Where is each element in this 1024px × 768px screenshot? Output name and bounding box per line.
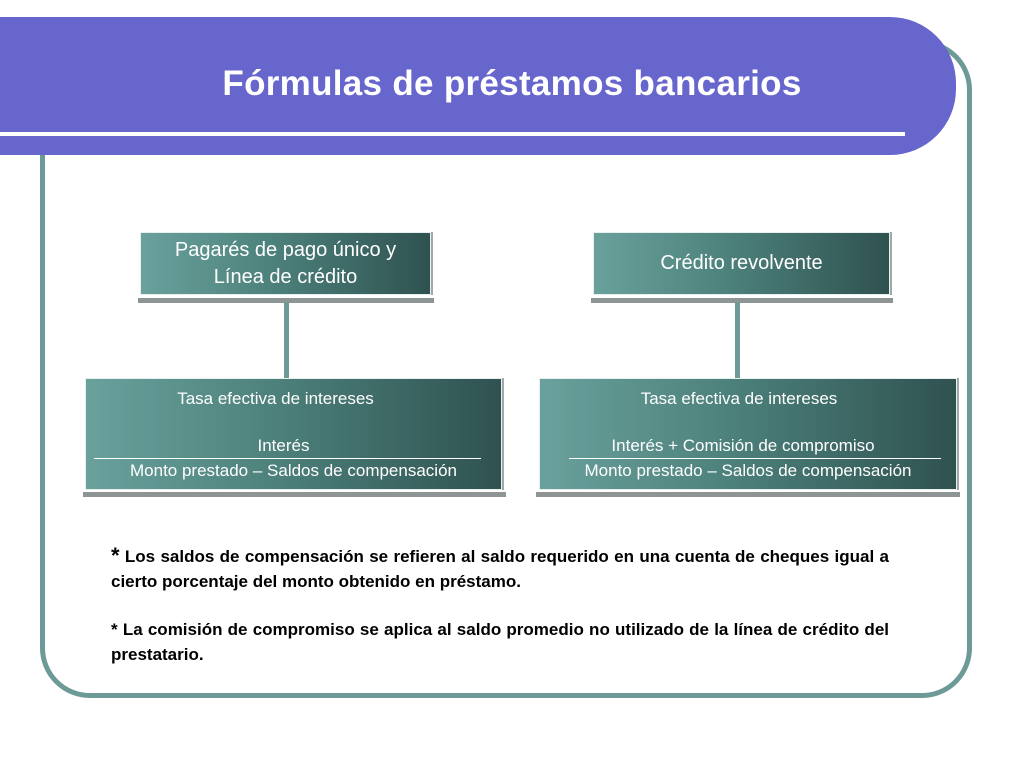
right-formula-label: Tasa efectiva de intereses [640,389,838,408]
left-heading-line1: Pagarés de pago único y [174,238,397,261]
title-underline [0,132,905,136]
left-heading-box [140,232,431,295]
right-heading-shadow [591,298,893,303]
footnote-compensation [111,543,889,594]
left-numerator: Interés [257,436,310,455]
footnotes [111,543,889,667]
left-formula-shadow [83,492,506,497]
left-formula-box [85,378,502,490]
left-denominator: Monto prestado – Saldos de compensación [130,461,457,480]
footnote-asterisk: * [111,543,120,568]
left-connector [284,302,289,378]
right-heading-text: Crédito revolvente [660,252,823,274]
right-fraction-bar [569,458,941,459]
left-heading-line2: Línea de crédito [213,265,358,288]
right-numerator: Interés + Comisión de compromiso [611,436,875,455]
right-connector [735,302,740,378]
right-denominator: Monto prestado – Saldos de compensación [584,461,912,480]
left-formula-label: Tasa efectiva de intereses [177,389,374,408]
slide-title: Fórmulas de préstamos bancarios [222,64,802,103]
left-fraction-bar [94,458,481,459]
footnote-commitment: * La comisión de compromiso se aplica al saldo promedio no utilizado de la línea de crédito del prestatario. [111,620,889,664]
footnote-compensation-text: Los saldos de compensación se refieren al saldo requerido en una cuenta de cheques igual a cierto porcentaje del monto obtenido en préstamo. [111,547,889,591]
right-formula-shadow [536,492,960,497]
right-heading-box [593,232,890,295]
right-formula-box [539,378,957,490]
